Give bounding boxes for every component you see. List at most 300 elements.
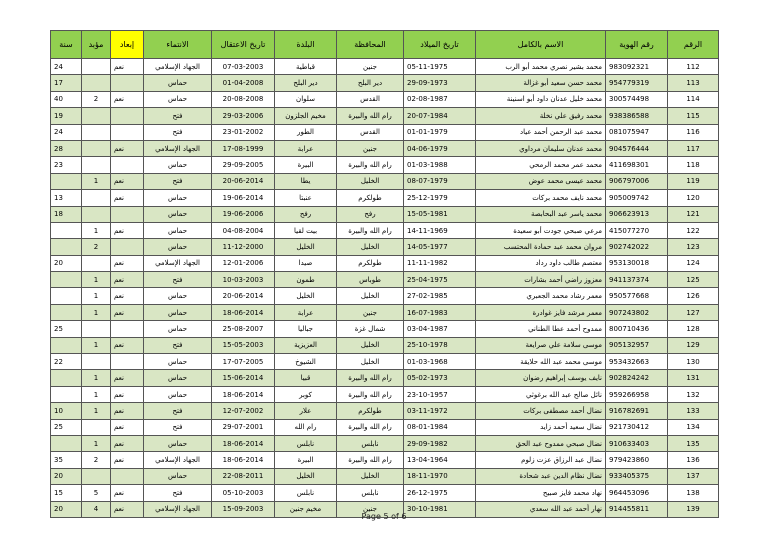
- cell-arrest-date: 25-08-2007: [212, 321, 275, 337]
- table-body: [51, 59, 719, 518]
- cell-life-sentence: [82, 255, 111, 271]
- cell-town: الخليل: [275, 239, 337, 255]
- table-row: [51, 206, 719, 222]
- cell-years: 24: [51, 124, 82, 140]
- cell-id-number: 906623913: [606, 206, 668, 222]
- table-row: [51, 386, 719, 402]
- cell-deportation: نعم: [111, 485, 144, 501]
- cell-deportation: [111, 75, 144, 91]
- cell-governorate: جنين: [337, 304, 404, 320]
- cell-years: [51, 239, 82, 255]
- cell-affiliation: فتح: [144, 419, 212, 435]
- cell-governorate: نابلس: [337, 485, 404, 501]
- cell-governorate: رام الله والبيرة: [337, 157, 404, 173]
- header-number: الرقم: [668, 31, 719, 59]
- table-row: [51, 288, 719, 304]
- cell-id-number: 081075947: [606, 124, 668, 140]
- cell-town: صيدا: [275, 255, 337, 271]
- cell-life-sentence: 2: [82, 452, 111, 468]
- cell-birth-date: 25-12-1979: [404, 190, 476, 206]
- cell-full-name: نضال سعيد أحمد زايد: [476, 419, 606, 435]
- cell-years: [51, 288, 82, 304]
- cell-governorate: القدس: [337, 124, 404, 140]
- cell-life-sentence: [82, 75, 111, 91]
- cell-years: 18: [51, 206, 82, 222]
- cell-full-name: محمد عبد الرحمن أحمد عياد: [476, 124, 606, 140]
- cell-life-sentence: [82, 190, 111, 206]
- table-row: [51, 321, 719, 337]
- cell-id-number: 983092321: [606, 59, 668, 75]
- cell-life-sentence: [82, 354, 111, 370]
- cell-town: سلوان: [275, 91, 337, 107]
- cell-arrest-date: 04-08-2004: [212, 222, 275, 238]
- cell-birth-date: 14-05-1977: [404, 239, 476, 255]
- cell-affiliation: حماس: [144, 370, 212, 386]
- cell-town: قباطية: [275, 59, 337, 75]
- cell-governorate: جنين: [337, 140, 404, 156]
- cell-governorate: الخليل: [337, 288, 404, 304]
- table-row: [51, 468, 719, 484]
- cell-deportation: [111, 239, 144, 255]
- cell-arrest-date: 15-09-2003: [212, 501, 275, 517]
- cell-arrest-date: 18-06-2014: [212, 386, 275, 402]
- cell-affiliation: الجهاد الإسلامي: [144, 452, 212, 468]
- cell-governorate: رام الله والبيرة: [337, 419, 404, 435]
- cell-row-number: 138: [668, 485, 719, 501]
- cell-years: 24: [51, 59, 82, 75]
- cell-arrest-date: 29-07-2001: [212, 419, 275, 435]
- cell-affiliation: حماس: [144, 157, 212, 173]
- cell-years: 20: [51, 501, 82, 517]
- cell-governorate: الخليل: [337, 239, 404, 255]
- cell-governorate: رام الله والبيرة: [337, 370, 404, 386]
- cell-arrest-date: 23-01-2002: [212, 124, 275, 140]
- cell-full-name: نضال نظام الدين عبد شحادة: [476, 468, 606, 484]
- cell-years: 28: [51, 140, 82, 156]
- cell-id-number: 907243802: [606, 304, 668, 320]
- cell-governorate: القدس: [337, 91, 404, 107]
- cell-town: البيرة: [275, 452, 337, 468]
- cell-town: يطا: [275, 173, 337, 189]
- cell-life-sentence: 1: [82, 288, 111, 304]
- cell-row-number: 115: [668, 108, 719, 124]
- cell-row-number: 114: [668, 91, 719, 107]
- cell-arrest-date: 17-08-1999: [212, 140, 275, 156]
- cell-years: 25: [51, 321, 82, 337]
- cell-town: الشيوخ: [275, 354, 337, 370]
- cell-life-sentence: 1: [82, 304, 111, 320]
- cell-life-sentence: [82, 59, 111, 75]
- cell-governorate: دير البلح: [337, 75, 404, 91]
- cell-id-number: 914455811: [606, 501, 668, 517]
- cell-row-number: 118: [668, 157, 719, 173]
- cell-arrest-date: 29-03-2006: [212, 108, 275, 124]
- cell-id-number: 902824242: [606, 370, 668, 386]
- cell-town: جباليا: [275, 321, 337, 337]
- table-row: [51, 255, 719, 271]
- header-years: سنة: [51, 31, 82, 59]
- cell-years: 22: [51, 354, 82, 370]
- cell-deportation: [111, 157, 144, 173]
- cell-town: العزيزية: [275, 337, 337, 353]
- cell-deportation: نعم: [111, 501, 144, 517]
- table-row: [51, 239, 719, 255]
- cell-id-number: 905009742: [606, 190, 668, 206]
- cell-arrest-date: 20-08-2008: [212, 91, 275, 107]
- table-row: [51, 272, 719, 288]
- cell-id-number: 953130018: [606, 255, 668, 271]
- cell-id-number: 300574498: [606, 91, 668, 107]
- cell-id-number: 411698301: [606, 157, 668, 173]
- cell-town: رام الله: [275, 419, 337, 435]
- cell-years: [51, 304, 82, 320]
- header-full-name: الاسم بالكامل: [476, 31, 606, 59]
- cell-deportation: نعم: [111, 173, 144, 189]
- cell-affiliation: فتح: [144, 485, 212, 501]
- cell-years: [51, 173, 82, 189]
- cell-life-sentence: 1: [82, 337, 111, 353]
- header-governorate: المحافظة: [337, 31, 404, 59]
- cell-affiliation: الجهاد الإسلامي: [144, 501, 212, 517]
- cell-birth-date: 02-08-1987: [404, 91, 476, 107]
- cell-life-sentence: 1: [82, 173, 111, 189]
- cell-town: طمون: [275, 272, 337, 288]
- cell-deportation: نعم: [111, 337, 144, 353]
- cell-row-number: 139: [668, 501, 719, 517]
- cell-id-number: 938386588: [606, 108, 668, 124]
- table-row: [51, 304, 719, 320]
- cell-full-name: محمد خليل عدنان داود أبو اسنينة: [476, 91, 606, 107]
- table-row: [51, 419, 719, 435]
- cell-life-sentence: 1: [82, 386, 111, 402]
- cell-years: 20: [51, 255, 82, 271]
- cell-row-number: 119: [668, 173, 719, 189]
- cell-life-sentence: 1: [82, 370, 111, 386]
- cell-full-name: نضال صبحي ممدوح عبد الحق: [476, 435, 606, 451]
- cell-affiliation: فتح: [144, 403, 212, 419]
- cell-birth-date: 01-03-1968: [404, 354, 476, 370]
- cell-row-number: 136: [668, 452, 719, 468]
- cell-life-sentence: [82, 419, 111, 435]
- cell-birth-date: 05-02-1973: [404, 370, 476, 386]
- cell-deportation: نعم: [111, 288, 144, 304]
- cell-affiliation: حماس: [144, 239, 212, 255]
- cell-affiliation: الجهاد الإسلامي: [144, 255, 212, 271]
- cell-governorate: الخليل: [337, 337, 404, 353]
- cell-birth-date: 08-07-1979: [404, 173, 476, 189]
- cell-deportation: نعم: [111, 255, 144, 271]
- cell-row-number: 113: [668, 75, 719, 91]
- cell-full-name: محمد حسن سعيد أبو غزالة: [476, 75, 606, 91]
- cell-birth-date: 20-07-1984: [404, 108, 476, 124]
- cell-full-name: محمد ياسر عبد البحابصة: [476, 206, 606, 222]
- cell-id-number: 921730412: [606, 419, 668, 435]
- cell-id-number: 910633403: [606, 435, 668, 451]
- table-row: [51, 222, 719, 238]
- cell-birth-date: 03-11-1972: [404, 403, 476, 419]
- table-row: [51, 485, 719, 501]
- table-row: [51, 435, 719, 451]
- cell-affiliation: حماس: [144, 468, 212, 484]
- cell-town: كوبر: [275, 386, 337, 402]
- cell-town: رفح: [275, 206, 337, 222]
- cell-full-name: معمر رشاد محمد الجعبري: [476, 288, 606, 304]
- cell-years: [51, 222, 82, 238]
- cell-years: [51, 370, 82, 386]
- cell-deportation: نعم: [111, 222, 144, 238]
- cell-row-number: 123: [668, 239, 719, 255]
- cell-birth-date: 25-04-1975: [404, 272, 476, 288]
- cell-deportation: نعم: [111, 403, 144, 419]
- cell-years: [51, 435, 82, 451]
- cell-full-name: محمد بشير نصري محمد أبو الرب: [476, 59, 606, 75]
- cell-birth-date: 08-01-1984: [404, 419, 476, 435]
- cell-deportation: نعم: [111, 272, 144, 288]
- cell-birth-date: 29-09-1973: [404, 75, 476, 91]
- cell-affiliation: فتح: [144, 337, 212, 353]
- cell-birth-date: 25-10-1978: [404, 337, 476, 353]
- cell-row-number: 130: [668, 354, 719, 370]
- cell-arrest-date: 20-06-2014: [212, 288, 275, 304]
- cell-id-number: 954779319: [606, 75, 668, 91]
- cell-full-name: موسى محمد عبد الله حلايقة: [476, 354, 606, 370]
- cell-arrest-date: 18-06-2014: [212, 304, 275, 320]
- cell-deportation: نعم: [111, 304, 144, 320]
- prisoner-table: [50, 30, 719, 518]
- cell-affiliation: حماس: [144, 304, 212, 320]
- cell-birth-date: 30-10-1981: [404, 501, 476, 517]
- cell-life-sentence: [82, 321, 111, 337]
- cell-deportation: نعم: [111, 386, 144, 402]
- cell-row-number: 129: [668, 337, 719, 353]
- cell-arrest-date: 11-12-2000: [212, 239, 275, 255]
- cell-full-name: معمر مرشد فايز غوادرة: [476, 304, 606, 320]
- table-row: [51, 75, 719, 91]
- cell-birth-date: 29-09-1982: [404, 435, 476, 451]
- cell-years: [51, 272, 82, 288]
- cell-id-number: 415077270: [606, 222, 668, 238]
- cell-birth-date: 01-03-1988: [404, 157, 476, 173]
- cell-full-name: محمد عدنان سليمان مرداوي: [476, 140, 606, 156]
- cell-governorate: جنين: [337, 59, 404, 75]
- cell-town: مخيم الجلزون: [275, 108, 337, 124]
- cell-full-name: موسى سلامة علي صرايعة: [476, 337, 606, 353]
- cell-affiliation: فتح: [144, 272, 212, 288]
- cell-full-name: محمد رفيق علي نخلة: [476, 108, 606, 124]
- cell-row-number: 122: [668, 222, 719, 238]
- cell-arrest-date: 15-05-2003: [212, 337, 275, 353]
- cell-affiliation: حماس: [144, 91, 212, 107]
- header-row: [51, 31, 719, 59]
- cell-birth-date: 04-06-1979: [404, 140, 476, 156]
- cell-town: نابلس: [275, 435, 337, 451]
- header-id-number: رقم الهوية: [606, 31, 668, 59]
- cell-affiliation: الجهاد الإسلامي: [144, 59, 212, 75]
- table-row: [51, 124, 719, 140]
- cell-town: عرابة: [275, 304, 337, 320]
- cell-id-number: 916782691: [606, 403, 668, 419]
- cell-arrest-date: 15-06-2014: [212, 370, 275, 386]
- cell-affiliation: حماس: [144, 321, 212, 337]
- table-row: [51, 108, 719, 124]
- cell-years: 15: [51, 485, 82, 501]
- cell-life-sentence: 4: [82, 501, 111, 517]
- cell-affiliation: حماس: [144, 288, 212, 304]
- cell-town: البيرة: [275, 157, 337, 173]
- cell-full-name: نائل صالح عبد الله برغوثي: [476, 386, 606, 402]
- cell-years: 19: [51, 108, 82, 124]
- cell-governorate: رفح: [337, 206, 404, 222]
- cell-id-number: 904576444: [606, 140, 668, 156]
- cell-deportation: نعم: [111, 91, 144, 107]
- table-row: [51, 337, 719, 353]
- cell-id-number: 906797006: [606, 173, 668, 189]
- cell-row-number: 128: [668, 321, 719, 337]
- cell-id-number: 933405375: [606, 468, 668, 484]
- cell-affiliation: فتح: [144, 124, 212, 140]
- cell-birth-date: 03-04-1987: [404, 321, 476, 337]
- table-row: [51, 173, 719, 189]
- cell-town: الخليل: [275, 468, 337, 484]
- cell-deportation: [111, 124, 144, 140]
- cell-life-sentence: 1: [82, 403, 111, 419]
- cell-id-number: 902742022: [606, 239, 668, 255]
- cell-arrest-date: 22-08-2011: [212, 468, 275, 484]
- cell-life-sentence: 1: [82, 435, 111, 451]
- cell-arrest-date: 19-06-2006: [212, 206, 275, 222]
- cell-deportation: [111, 206, 144, 222]
- cell-id-number: 979423860: [606, 452, 668, 468]
- header-life-sentence: مؤبد: [82, 31, 111, 59]
- cell-row-number: 116: [668, 124, 719, 140]
- cell-affiliation: حماس: [144, 206, 212, 222]
- cell-deportation: [111, 321, 144, 337]
- cell-birth-date: 01-01-1979: [404, 124, 476, 140]
- cell-years: [51, 337, 82, 353]
- cell-arrest-date: 18-06-2014: [212, 452, 275, 468]
- cell-id-number: 950577668: [606, 288, 668, 304]
- cell-arrest-date: 20-06-2014: [212, 173, 275, 189]
- cell-birth-date: 23-10-1957: [404, 386, 476, 402]
- cell-row-number: 131: [668, 370, 719, 386]
- cell-life-sentence: [82, 206, 111, 222]
- cell-id-number: 964453096: [606, 485, 668, 501]
- table-row: [51, 190, 719, 206]
- cell-full-name: نايف يوسف إبراهيم رضوان: [476, 370, 606, 386]
- cell-town: الخليل: [275, 288, 337, 304]
- cell-life-sentence: 1: [82, 272, 111, 288]
- cell-deportation: نعم: [111, 419, 144, 435]
- table-row: [51, 370, 719, 386]
- cell-birth-date: 18-11-1970: [404, 468, 476, 484]
- cell-deportation: نعم: [111, 370, 144, 386]
- cell-row-number: 120: [668, 190, 719, 206]
- cell-arrest-date: 10-03-2003: [212, 272, 275, 288]
- cell-id-number: 905132957: [606, 337, 668, 353]
- cell-years: 10: [51, 403, 82, 419]
- cell-governorate: طولكرم: [337, 403, 404, 419]
- cell-row-number: 121: [668, 206, 719, 222]
- cell-affiliation: الجهاد الإسلامي: [144, 140, 212, 156]
- cell-deportation: نعم: [111, 452, 144, 468]
- cell-life-sentence: [82, 468, 111, 484]
- cell-affiliation: فتح: [144, 173, 212, 189]
- cell-arrest-date: 18-06-2014: [212, 435, 275, 451]
- cell-years: 35: [51, 452, 82, 468]
- cell-arrest-date: 07-03-2003: [212, 59, 275, 75]
- cell-birth-date: 27-02-1985: [404, 288, 476, 304]
- cell-row-number: 112: [668, 59, 719, 75]
- cell-town: علار: [275, 403, 337, 419]
- cell-row-number: 124: [668, 255, 719, 271]
- cell-affiliation: حماس: [144, 190, 212, 206]
- cell-birth-date: 05-11-1975: [404, 59, 476, 75]
- cell-life-sentence: 2: [82, 239, 111, 255]
- cell-years: [51, 386, 82, 402]
- cell-birth-date: 15-05-1981: [404, 206, 476, 222]
- cell-life-sentence: [82, 124, 111, 140]
- header-deportation: إبعاد: [111, 31, 144, 59]
- cell-arrest-date: 12-07-2002: [212, 403, 275, 419]
- cell-years: 25: [51, 419, 82, 435]
- table-row: [51, 91, 719, 107]
- cell-id-number: 941137374: [606, 272, 668, 288]
- cell-governorate: طولكرم: [337, 190, 404, 206]
- cell-arrest-date: 29-09-2005: [212, 157, 275, 173]
- cell-row-number: 126: [668, 288, 719, 304]
- cell-town: بيت لقيا: [275, 222, 337, 238]
- cell-affiliation: حماس: [144, 435, 212, 451]
- cell-deportation: نعم: [111, 140, 144, 156]
- cell-town: نابلس: [275, 485, 337, 501]
- cell-deportation: نعم: [111, 435, 144, 451]
- cell-town: مخيم جنين: [275, 501, 337, 517]
- table-row: [51, 354, 719, 370]
- cell-row-number: 132: [668, 386, 719, 402]
- cell-town: عنبتا: [275, 190, 337, 206]
- cell-row-number: 127: [668, 304, 719, 320]
- cell-governorate: طوباس: [337, 272, 404, 288]
- cell-governorate: الخليل: [337, 354, 404, 370]
- cell-affiliation: حماس: [144, 386, 212, 402]
- cell-years: 23: [51, 157, 82, 173]
- cell-governorate: الخليل: [337, 173, 404, 189]
- header-arrest-date: تاريخ الاعتقال: [212, 31, 275, 59]
- cell-row-number: 133: [668, 403, 719, 419]
- cell-row-number: 125: [668, 272, 719, 288]
- cell-arrest-date: 12-01-2006: [212, 255, 275, 271]
- cell-years: 20: [51, 468, 82, 484]
- cell-arrest-date: 05-10-2003: [212, 485, 275, 501]
- cell-governorate: رام الله والبيرة: [337, 108, 404, 124]
- cell-birth-date: 16-07-1983: [404, 304, 476, 320]
- cell-town: قبيا: [275, 370, 337, 386]
- cell-life-sentence: [82, 108, 111, 124]
- cell-birth-date: 14-11-1969: [404, 222, 476, 238]
- cell-affiliation: فتح: [144, 108, 212, 124]
- cell-life-sentence: 2: [82, 91, 111, 107]
- cell-governorate: رام الله والبيرة: [337, 386, 404, 402]
- cell-birth-date: 13-04-1964: [404, 452, 476, 468]
- cell-deportation: [111, 354, 144, 370]
- cell-row-number: 117: [668, 140, 719, 156]
- cell-governorate: رام الله والبيرة: [337, 222, 404, 238]
- cell-row-number: 135: [668, 435, 719, 451]
- cell-full-name: ممدوح أحمد عطا الطناني: [476, 321, 606, 337]
- cell-id-number: 953432663: [606, 354, 668, 370]
- cell-governorate: رام الله والبيرة: [337, 452, 404, 468]
- cell-governorate: جنين: [337, 501, 404, 517]
